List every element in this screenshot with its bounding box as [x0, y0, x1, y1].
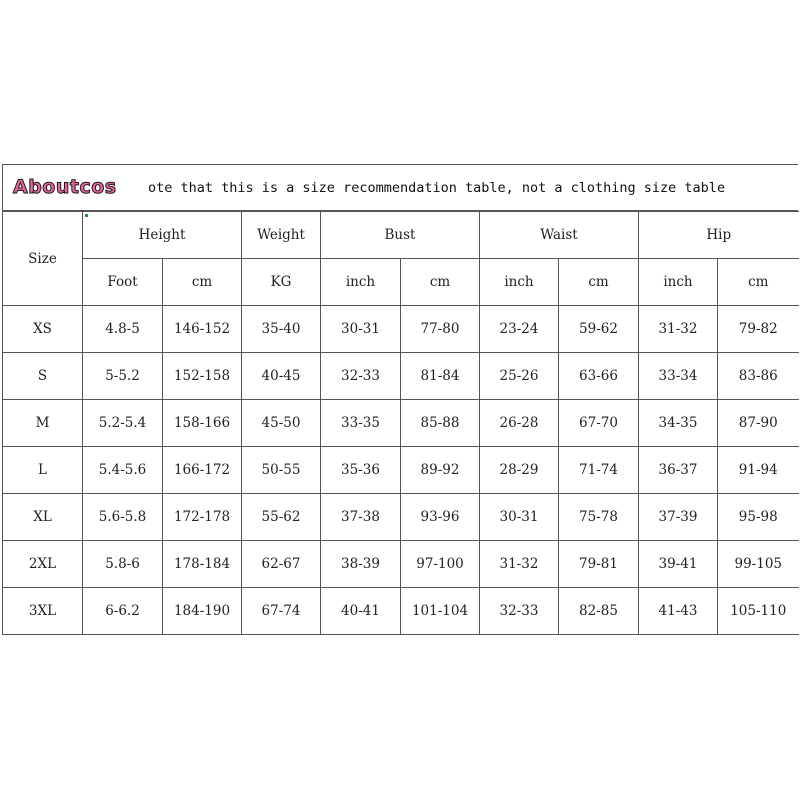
cell-height-cm: 184-190: [163, 588, 242, 635]
size-cell: M: [3, 400, 83, 447]
cell-height-foot: 5.4-5.6: [83, 447, 163, 494]
cell-height-foot: 5.6-5.8: [83, 494, 163, 541]
banner-note: ote that this is a size recommendation table, not a clothing size table: [148, 180, 726, 196]
cell-waist-cm: 75-78: [559, 494, 639, 541]
size-cell: S: [3, 353, 83, 400]
cell-height-foot: 5.2-5.4: [83, 400, 163, 447]
cell-waist-cm: 63-66: [559, 353, 639, 400]
cell-hip-inch: 37-39: [639, 494, 718, 541]
cell-hip-inch: 34-35: [639, 400, 718, 447]
cell-weight-kg: 50-55: [242, 447, 321, 494]
size-table: [2, 211, 799, 635]
cell-bust-inch: 38-39: [321, 541, 401, 588]
cell-weight-kg: 67-74: [242, 588, 321, 635]
cell-hip-inch: 36-37: [639, 447, 718, 494]
size-cell: XL: [3, 494, 83, 541]
unit-header-height-cm: cm: [163, 259, 242, 306]
table-row: [3, 306, 799, 353]
table-row: [3, 353, 799, 400]
group-header-bust: Bust: [321, 212, 480, 259]
cell-bust-cm: 89-92: [401, 447, 480, 494]
cell-hip-cm: 87-90: [718, 400, 799, 447]
cell-waist-inch: 30-31: [480, 494, 559, 541]
cell-waist-inch: 25-26: [480, 353, 559, 400]
cell-height-foot: 6-6.2: [83, 588, 163, 635]
cell-hip-inch: 31-32: [639, 306, 718, 353]
size-recommendation-sheet: [2, 164, 800, 636]
table-row: [3, 400, 799, 447]
unit-header-hip-cm: cm: [718, 259, 799, 306]
cell-weight-kg: 55-62: [242, 494, 321, 541]
group-header-height: Height: [83, 212, 242, 259]
table-row: [3, 541, 799, 588]
size-header: Size: [3, 212, 83, 306]
unit-header-hip-inch: inch: [639, 259, 718, 306]
table-row: [3, 494, 799, 541]
table-banner: [2, 164, 798, 211]
cell-hip-cm: 83-86: [718, 353, 799, 400]
size-cell: XS: [3, 306, 83, 353]
cell-waist-cm: 71-74: [559, 447, 639, 494]
cell-waist-cm: 59-62: [559, 306, 639, 353]
cell-height-cm: 152-158: [163, 353, 242, 400]
cell-height-foot: 5.8-6: [83, 541, 163, 588]
unit-header-weight-kg: KG: [242, 259, 321, 306]
table-row: [3, 588, 799, 635]
cell-waist-inch: 23-24: [480, 306, 559, 353]
size-cell: 3XL: [3, 588, 83, 635]
cell-waist-inch: 31-32: [480, 541, 559, 588]
cell-hip-inch: 33-34: [639, 353, 718, 400]
cell-bust-inch: 33-35: [321, 400, 401, 447]
cell-bust-cm: 77-80: [401, 306, 480, 353]
cell-weight-kg: 35-40: [242, 306, 321, 353]
unit-header-waist-cm: cm: [559, 259, 639, 306]
cell-height-foot: 5-5.2: [83, 353, 163, 400]
cell-bust-inch: 32-33: [321, 353, 401, 400]
unit-header-bust-inch: inch: [321, 259, 401, 306]
group-header-row: [3, 212, 799, 259]
cell-hip-inch: 41-43: [639, 588, 718, 635]
cell-hip-cm: 99-105: [718, 541, 799, 588]
size-table-body: [3, 306, 799, 635]
cell-bust-inch: 37-38: [321, 494, 401, 541]
cell-height-cm: 172-178: [163, 494, 242, 541]
cell-bust-inch: 30-31: [321, 306, 401, 353]
cell-height-foot: 4.8-5: [83, 306, 163, 353]
cell-height-cm: 166-172: [163, 447, 242, 494]
cell-height-cm: 146-152: [163, 306, 242, 353]
cell-bust-cm: 93-96: [401, 494, 480, 541]
cell-hip-inch: 39-41: [639, 541, 718, 588]
cell-bust-cm: 85-88: [401, 400, 480, 447]
cell-waist-cm: 82-85: [559, 588, 639, 635]
size-cell: L: [3, 447, 83, 494]
cell-waist-cm: 79-81: [559, 541, 639, 588]
cell-bust-cm: 101-104: [401, 588, 480, 635]
cell-hip-cm: 91-94: [718, 447, 799, 494]
table-row: [3, 447, 799, 494]
cell-weight-kg: 40-45: [242, 353, 321, 400]
cell-waist-inch: 26-28: [480, 400, 559, 447]
size-cell: 2XL: [3, 541, 83, 588]
cell-bust-inch: 35-36: [321, 447, 401, 494]
cell-bust-inch: 40-41: [321, 588, 401, 635]
cell-waist-inch: 28-29: [480, 447, 559, 494]
group-header-waist: Waist: [480, 212, 639, 259]
cell-hip-cm: 79-82: [718, 306, 799, 353]
cell-hip-cm: 105-110: [718, 588, 799, 635]
unit-header-bust-cm: cm: [401, 259, 480, 306]
cell-bust-cm: 97-100: [401, 541, 480, 588]
brand-logo: Aboutcos: [13, 176, 117, 198]
cell-waist-inch: 32-33: [480, 588, 559, 635]
unit-header-height-foot: Foot: [83, 259, 163, 306]
cell-height-cm: 178-184: [163, 541, 242, 588]
cell-bust-cm: 81-84: [401, 353, 480, 400]
cell-waist-cm: 67-70: [559, 400, 639, 447]
unit-header-row: [3, 259, 799, 306]
cell-height-cm: 158-166: [163, 400, 242, 447]
group-header-hip: Hip: [639, 212, 799, 259]
cell-weight-kg: 62-67: [242, 541, 321, 588]
cell-weight-kg: 45-50: [242, 400, 321, 447]
group-header-weight: Weight: [242, 212, 321, 259]
cell-hip-cm: 95-98: [718, 494, 799, 541]
unit-header-waist-inch: inch: [480, 259, 559, 306]
